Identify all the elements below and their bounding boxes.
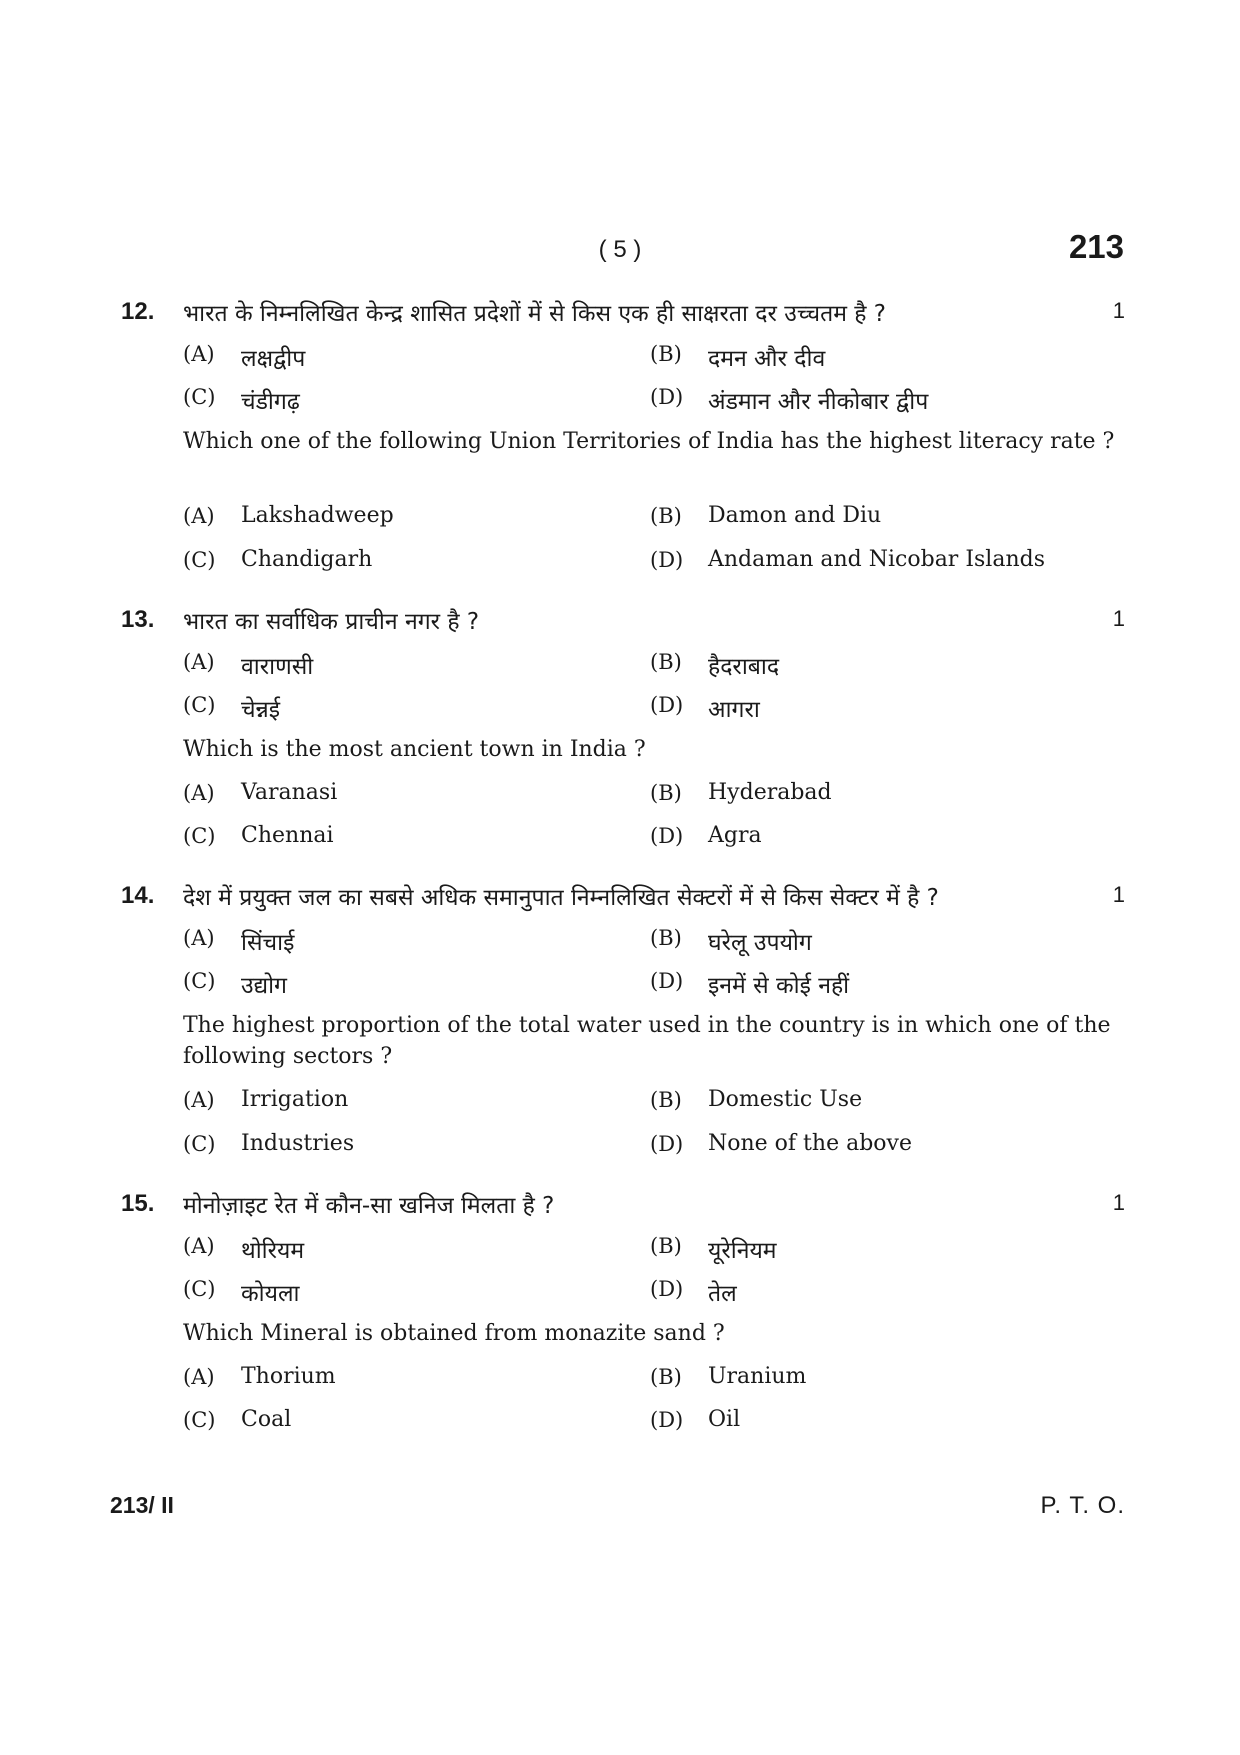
option-label: (D) (650, 1277, 684, 1301)
option-text: Uranium (708, 1364, 807, 1389)
option-label: (B) (650, 926, 682, 950)
question-number: 13. (121, 606, 155, 633)
option-label: (D) (650, 693, 684, 717)
option-label: (D) (650, 1408, 684, 1432)
option-label: (B) (650, 504, 682, 528)
option-text: हैदराबाद (708, 654, 780, 680)
option-label: (D) (650, 969, 684, 993)
question-number: 15. (121, 1190, 155, 1217)
question-text-english: Which Mineral is obtained from monazite sand ? (183, 1321, 725, 1346)
option-label: (C) (183, 385, 216, 409)
option-label: (A) (183, 650, 215, 674)
question-marks: 1 (1112, 1190, 1125, 1215)
option-label: (C) (183, 824, 216, 848)
option-label: (A) (183, 342, 215, 366)
option-label: (D) (650, 385, 684, 409)
paper-code: 213 (1068, 228, 1124, 265)
option-label: (B) (650, 650, 682, 674)
option-text: आगरा (708, 697, 760, 723)
option-label: (B) (650, 342, 682, 366)
question-text-english: Which one of the following Union Territories of India has the highest literacy rate ? (183, 429, 1115, 454)
option-label: (C) (183, 1277, 216, 1301)
question-text-hindi: मोनोज़ाइट रेत में कौन-सा खनिज मिलता है ? (183, 1193, 555, 1219)
option-text: कोयला (241, 1281, 300, 1307)
question-text-hindi: भारत का सर्वाधिक प्राचीन नगर है ? (183, 609, 480, 635)
question-number: 14. (121, 882, 155, 909)
option-label: (C) (183, 969, 216, 993)
option-text: Lakshadweep (241, 503, 394, 528)
option-text: Hyderabad (708, 780, 832, 805)
option-text: वाराणसी (241, 654, 314, 680)
page-number: ( 5 ) (598, 236, 642, 263)
option-text: इनमें से कोई नहीं (708, 973, 850, 999)
option-text: Domestic Use (708, 1087, 863, 1112)
option-label: (B) (650, 781, 682, 805)
option-label: (D) (650, 1132, 684, 1156)
question-marks: 1 (1112, 606, 1125, 631)
option-text: उद्योग (241, 973, 288, 999)
option-label: (A) (183, 1365, 215, 1389)
option-text: चंडीगढ़ (241, 389, 300, 415)
option-text: Chennai (241, 823, 334, 848)
option-text: Chandigarh (241, 547, 373, 572)
option-text: Damon and Diu (708, 503, 882, 528)
option-label: (A) (183, 926, 215, 950)
option-text: दमन और दीव (708, 346, 826, 372)
option-text: Irrigation (241, 1087, 349, 1112)
option-text: अंडमान और नीकोबार द्वीप (708, 389, 929, 415)
option-label: (C) (183, 1132, 216, 1156)
footer-paper-code: 213/ II (110, 1492, 174, 1518)
option-label: (C) (183, 548, 216, 572)
option-text: None of the above (708, 1131, 912, 1156)
option-label: (B) (650, 1088, 682, 1112)
option-text: यूरेनियम (708, 1238, 777, 1264)
option-text: चेन्नई (241, 697, 281, 723)
option-text: Oil (708, 1407, 741, 1432)
option-label: (A) (183, 504, 215, 528)
option-text: Agra (708, 823, 762, 848)
option-text: Thorium (241, 1364, 336, 1389)
question-text-english: Which is the most ancient town in India ? (183, 737, 646, 762)
question-text-hindi: भारत के निम्नलिखित केन्द्र शासित प्रदेशों में से किस एक ही साक्षरता दर उच्चतम है ? (183, 301, 887, 327)
question-marks: 1 (1112, 298, 1125, 323)
option-text: सिंचाई (241, 930, 295, 956)
option-text: Varanasi (241, 780, 338, 805)
question-marks: 1 (1112, 882, 1125, 907)
option-label: (C) (183, 693, 216, 717)
option-label: (B) (650, 1234, 682, 1258)
option-label: (B) (650, 1365, 682, 1389)
option-label: (A) (183, 1088, 215, 1112)
option-text: Andaman and Nicobar Islands (708, 547, 1045, 572)
option-text: Industries (241, 1131, 355, 1156)
option-label: (D) (650, 824, 684, 848)
question-text-hindi: देश में प्रयुक्त जल का सबसे अधिक समानुपात निम्नलिखित सेक्टरों में से किस सेक्टर में है ? (183, 885, 939, 911)
question-text-english: The highest proportion of the total water used in the country is in which one of the following sectors ? (183, 1013, 1111, 1069)
option-text: घरेलू उपयोग (708, 930, 812, 956)
option-label: (C) (183, 1408, 216, 1432)
option-label: (A) (183, 1234, 215, 1258)
please-turn-over: P. T. O. (1040, 1492, 1125, 1519)
option-label: (A) (183, 781, 215, 805)
option-text: थोरियम (241, 1238, 305, 1264)
option-text: Coal (241, 1407, 292, 1432)
option-text: तेल (708, 1281, 737, 1307)
question-number: 12. (121, 298, 155, 325)
option-text: लक्षद्वीप (241, 346, 306, 372)
option-label: (D) (650, 548, 684, 572)
